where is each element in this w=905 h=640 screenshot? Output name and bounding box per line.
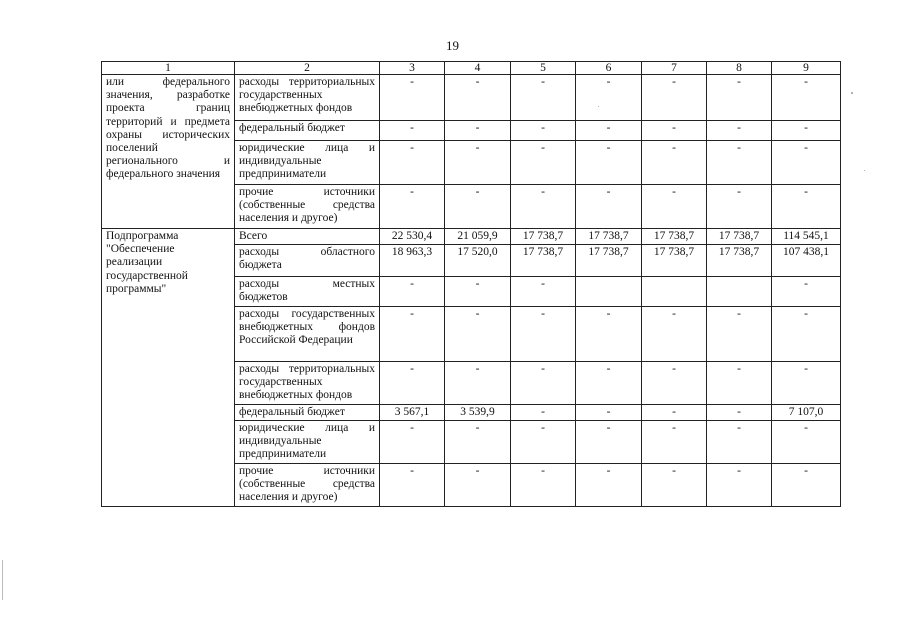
value-cell: - — [642, 420, 707, 463]
value-cell: - — [576, 141, 642, 185]
table-row — [102, 75, 841, 121]
column-header-3: 3 — [380, 62, 445, 75]
value-cell: - — [576, 185, 642, 229]
value-cell: - — [380, 185, 445, 229]
scan-speck — [864, 170, 865, 171]
funding-source-cell: расходы областного бюджета — [235, 245, 380, 277]
value-cell: - — [772, 75, 841, 121]
value-cell: - — [576, 420, 642, 463]
value-cell: - — [642, 141, 707, 185]
value-cell: - — [707, 361, 772, 404]
value-cell: - — [707, 75, 772, 121]
value-cell: - — [642, 75, 707, 121]
value-cell: - — [511, 420, 576, 463]
column-header-7: 7 — [642, 62, 707, 75]
value-cell: - — [707, 121, 772, 141]
value-cell: - — [445, 420, 511, 463]
value-cell: - — [642, 463, 707, 506]
column-header-4: 4 — [445, 62, 511, 75]
value-cell: - — [511, 463, 576, 506]
value-cell: - — [772, 306, 841, 361]
funding-source-cell: расходы территориальных государственных внебюджетных фондов — [235, 75, 380, 121]
value-cell: 17 738,7 — [642, 229, 707, 245]
value-cell: - — [380, 420, 445, 463]
budget-table — [101, 61, 841, 507]
value-cell: - — [380, 306, 445, 361]
value-cell — [642, 277, 707, 306]
value-cell: - — [380, 463, 445, 506]
value-cell: - — [511, 185, 576, 229]
value-cell: - — [445, 306, 511, 361]
value-cell: - — [445, 361, 511, 404]
value-cell: - — [772, 361, 841, 404]
program-name-cell: или федерального значения, разработке проекта границ территорий и предмета охраны исторических поселений регионального и федерального значения — [102, 75, 235, 229]
value-cell: 18 963,3 — [380, 245, 445, 277]
scan-speck — [2, 560, 3, 600]
funding-source-cell: прочие источники (собственные средства населения и другое) — [235, 463, 380, 506]
funding-source-cell: юридические лица и индивидуальные предприниматели — [235, 420, 380, 463]
value-cell: - — [445, 185, 511, 229]
value-cell: - — [511, 277, 576, 306]
scan-speck — [851, 92, 853, 94]
value-cell: - — [511, 404, 576, 420]
value-cell: 21 059,9 — [445, 229, 511, 245]
column-header-6: 6 — [576, 62, 642, 75]
header-row — [102, 62, 841, 75]
value-cell — [707, 277, 772, 306]
value-cell: - — [511, 361, 576, 404]
funding-source-cell: федеральный бюджет — [235, 121, 380, 141]
value-cell: - — [642, 121, 707, 141]
value-cell: - — [576, 121, 642, 141]
value-cell: - — [511, 75, 576, 121]
value-cell: - — [772, 185, 841, 229]
funding-source-cell: расходы местных бюджетов — [235, 277, 380, 306]
value-cell: - — [511, 141, 576, 185]
column-header-5: 5 — [511, 62, 576, 75]
column-header-9: 9 — [772, 62, 841, 75]
value-cell: 7 107,0 — [772, 404, 841, 420]
value-cell: - — [576, 306, 642, 361]
value-cell: - — [445, 141, 511, 185]
value-cell: - — [380, 361, 445, 404]
column-header-8: 8 — [707, 62, 772, 75]
value-cell: 17 738,7 — [511, 245, 576, 277]
value-cell: - — [380, 75, 445, 121]
column-header-2: 2 — [235, 62, 380, 75]
value-cell: 17 738,7 — [511, 229, 576, 245]
funding-source-cell: расходы территориальных государственных внебюджетных фондов — [235, 361, 380, 404]
value-cell: - — [772, 420, 841, 463]
value-cell: 107 438,1 — [772, 245, 841, 277]
value-cell: - — [380, 121, 445, 141]
value-cell: - — [772, 141, 841, 185]
value-cell: 17 520,0 — [445, 245, 511, 277]
value-cell: - — [707, 420, 772, 463]
value-cell: - — [445, 121, 511, 141]
program-name-cell: Подпрограмма "Обеспечение реализации государственной программы" — [102, 229, 235, 507]
value-cell: - — [707, 185, 772, 229]
value-cell — [576, 277, 642, 306]
value-cell: - — [707, 141, 772, 185]
value-cell: - — [707, 463, 772, 506]
value-cell: - — [642, 404, 707, 420]
column-header-1: 1 — [102, 62, 235, 75]
value-cell: - — [707, 306, 772, 361]
value-cell: - — [576, 463, 642, 506]
value-cell: 22 530,4 — [380, 229, 445, 245]
value-cell: 17 738,7 — [642, 245, 707, 277]
funding-source-cell: расходы государственных внебюджетных фондов Российской Федерации — [235, 306, 380, 361]
value-cell: - — [772, 277, 841, 306]
value-cell: 17 738,7 — [707, 229, 772, 245]
value-cell: - — [642, 361, 707, 404]
table-row — [102, 229, 841, 245]
value-cell: 17 738,7 — [707, 245, 772, 277]
value-cell: - — [642, 185, 707, 229]
value-cell: - — [576, 75, 642, 121]
value-cell: - — [772, 463, 841, 506]
value-cell: - — [576, 361, 642, 404]
value-cell: 17 738,7 — [576, 229, 642, 245]
value-cell: 3 539,9 — [445, 404, 511, 420]
value-cell: - — [576, 404, 642, 420]
funding-source-cell: Всего — [235, 229, 380, 245]
value-cell: - — [445, 463, 511, 506]
value-cell: - — [511, 306, 576, 361]
value-cell: - — [707, 404, 772, 420]
value-cell: - — [511, 121, 576, 141]
value-cell: - — [380, 141, 445, 185]
value-cell: - — [380, 277, 445, 306]
value-cell: - — [642, 306, 707, 361]
value-cell: 3 567,1 — [380, 404, 445, 420]
scan-speck — [598, 106, 599, 107]
value-cell: 114 545,1 — [772, 229, 841, 245]
value-cell: - — [445, 277, 511, 306]
value-cell: - — [445, 75, 511, 121]
funding-source-cell: юридические лица и индивидуальные предприниматели — [235, 141, 380, 185]
funding-source-cell: прочие источники (собственные средства населения и другое) — [235, 185, 380, 229]
funding-source-cell: федеральный бюджет — [235, 404, 380, 420]
value-cell: - — [772, 121, 841, 141]
value-cell: 17 738,7 — [576, 245, 642, 277]
page-number: 19 — [446, 38, 459, 53]
